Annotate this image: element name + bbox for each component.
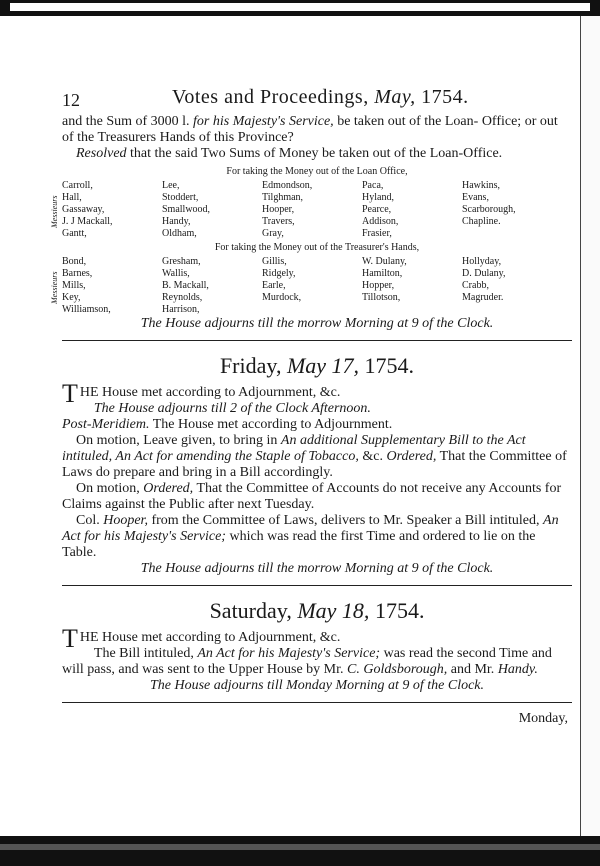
loan-name: Stoddert, <box>162 192 199 203</box>
page-content <box>50 86 572 727</box>
loan-column <box>262 180 362 240</box>
treasurer-name: Barnes, <box>62 268 93 279</box>
treasurer-name: Key, <box>62 292 81 303</box>
section-divider-2 <box>62 585 572 586</box>
loan-name: Gassaway, <box>62 204 105 215</box>
saturday-bill-reading: The Bill intituled, An Act for his Majesty's Service; was read the second Time and will pass, and was sent to the Upper House by Mr. C. Goldsborough, and Mr. Handy. <box>62 646 552 677</box>
loan-office-names <box>62 180 572 240</box>
saturday-opening: THE House met according to Adjournment, &c. <box>62 624 341 653</box>
catchword: Monday, <box>518 711 568 726</box>
running-header <box>62 86 572 114</box>
friday-post-meridiem: Post-Meridiem. The House met according to Adjournment. <box>62 417 393 432</box>
loan-office-heading: For taking the Money out of the Loan Office, <box>226 166 408 177</box>
adjourn-line-1: The House adjourns till the morrow Morning at 9 of the Clock. <box>140 316 494 331</box>
treasurer-name: Ridgely, <box>262 268 296 279</box>
header-title: Votes and Proceedings, May, 1754. <box>172 86 469 108</box>
treasurer-names <box>62 256 572 316</box>
loan-office-vote-table <box>50 166 572 316</box>
treasurer-name: Hamilton, <box>362 268 403 279</box>
treasurer-name: W. Dulany, <box>362 256 407 267</box>
treasurer-name: Earle, <box>262 280 286 291</box>
treasurer-name: Wallis, <box>162 268 190 279</box>
loan-name: Pearce, <box>362 204 392 215</box>
loan-column <box>462 180 562 240</box>
loan-name: Lee, <box>162 180 180 191</box>
treasurer-name: Reynolds, <box>162 292 203 303</box>
loan-name: Hawkins, <box>462 180 501 191</box>
loan-name: J. J Mackall, <box>62 216 113 227</box>
page-number: 12 <box>62 90 80 110</box>
friday-hooper-bill: Col. Hooper, from the Committee of Laws, delivers to Mr. Speaker a Bill intituled, An Act for his Majesty's Service; which was read the first Time and ordered to lie on the Table. <box>62 513 559 560</box>
messieurs-label-2: Messieurs <box>50 271 59 304</box>
treasurer-name: Williamson, <box>62 304 111 315</box>
friday-opening: THE House met according to Adjournment, &c. <box>62 379 341 408</box>
treasurer-name: D. Dulany, <box>462 268 506 279</box>
treasurer-column <box>62 256 162 316</box>
loan-column <box>162 180 262 240</box>
loan-name: Scarborough, <box>462 204 516 215</box>
loan-name: Gantt, <box>62 228 87 239</box>
loan-name: Evans, <box>462 192 489 203</box>
treasurer-name: Hopper, <box>362 280 395 291</box>
loan-name: Hooper, <box>262 204 295 215</box>
loan-name: Oldham, <box>162 228 197 239</box>
treasurer-name: B. Mackall, <box>162 280 209 291</box>
treasurer-column <box>462 256 562 316</box>
friday-adjourn: The House adjourns till the morrow Morning at 9 of the Clock. <box>140 561 494 576</box>
loan-name: Gray, <box>262 228 284 239</box>
bottom-border <box>0 836 600 866</box>
top-border <box>0 0 600 16</box>
adjacent-page-edge <box>580 16 600 836</box>
loan-name: Handy, <box>162 216 191 227</box>
friday-heading: Friday, May 17, 1754. <box>219 353 415 378</box>
loan-name: Smallwood, <box>162 204 211 215</box>
loan-name: Carroll, <box>62 180 93 191</box>
treasurer-heading: For taking the Money out of the Treasurer's Hands, <box>214 242 420 253</box>
loan-name: Paca, <box>362 180 384 191</box>
loan-name: Edmondson, <box>262 180 313 191</box>
loan-name: Frasier, <box>362 228 392 239</box>
treasurer-name: Crabb, <box>462 280 489 291</box>
treasurer-column <box>262 256 362 316</box>
messieurs-label: Messieurs <box>50 195 59 228</box>
loan-name: Tilghman, <box>262 192 304 203</box>
loan-name: Travers, <box>262 216 295 227</box>
treasurer-name: Mills, <box>62 280 86 291</box>
loan-name: Hyland, <box>362 192 394 203</box>
treasurer-name: Murdock, <box>262 292 302 303</box>
loan-column <box>62 180 162 240</box>
loan-name: Addison, <box>362 216 399 227</box>
saturday-adjourn: The House adjourns till Monday Morning at 9 of the Clock. <box>149 678 485 693</box>
section-divider-3 <box>62 702 572 703</box>
friday-motion-bill: On motion, Leave given, to bring in An additional Supplementary Bill to the Act intituled, An Act for amending the Staple of Tobacco, &c. Ordered, That the Committee of Laws do prepare and bring in a Bill accordingly. <box>62 433 567 480</box>
treasurer-name: Harrison, <box>162 304 200 315</box>
friday-motion-accounts: On motion, Ordered, That the Committee of Accounts do not receive any Accounts for Claims against the Public after next Tuesday. <box>62 481 562 512</box>
treasurer-name: Hollyday, <box>462 256 502 267</box>
section-divider <box>62 340 572 341</box>
friday-adjourn-afternoon: The House adjourns till 2 of the Clock Afternoon. <box>93 401 371 416</box>
intro-paragraph: and the Sum of 3000 l. for his Majesty's Service, be taken out of the Loan- Office; or out of the Treasurers Hands of this Province? <box>62 114 558 145</box>
treasurer-name: Gresham, <box>162 256 201 267</box>
resolved-paragraph: Resolved that the said Two Sums of Money be taken out of the Loan-Office. <box>76 146 503 161</box>
saturday-heading: Saturday, May 18, 1754. <box>209 598 425 623</box>
loan-column <box>362 180 462 240</box>
loan-name: Hall, <box>62 192 82 203</box>
treasurer-column <box>162 256 262 316</box>
treasurer-name: Magruder. <box>462 292 504 303</box>
treasurer-name: Bond, <box>62 256 87 267</box>
treasurer-name: Tillotson, <box>362 292 401 303</box>
treasurer-name: Gillis, <box>262 256 287 267</box>
loan-name: Chapline. <box>462 216 501 227</box>
treasurer-column <box>362 256 462 316</box>
